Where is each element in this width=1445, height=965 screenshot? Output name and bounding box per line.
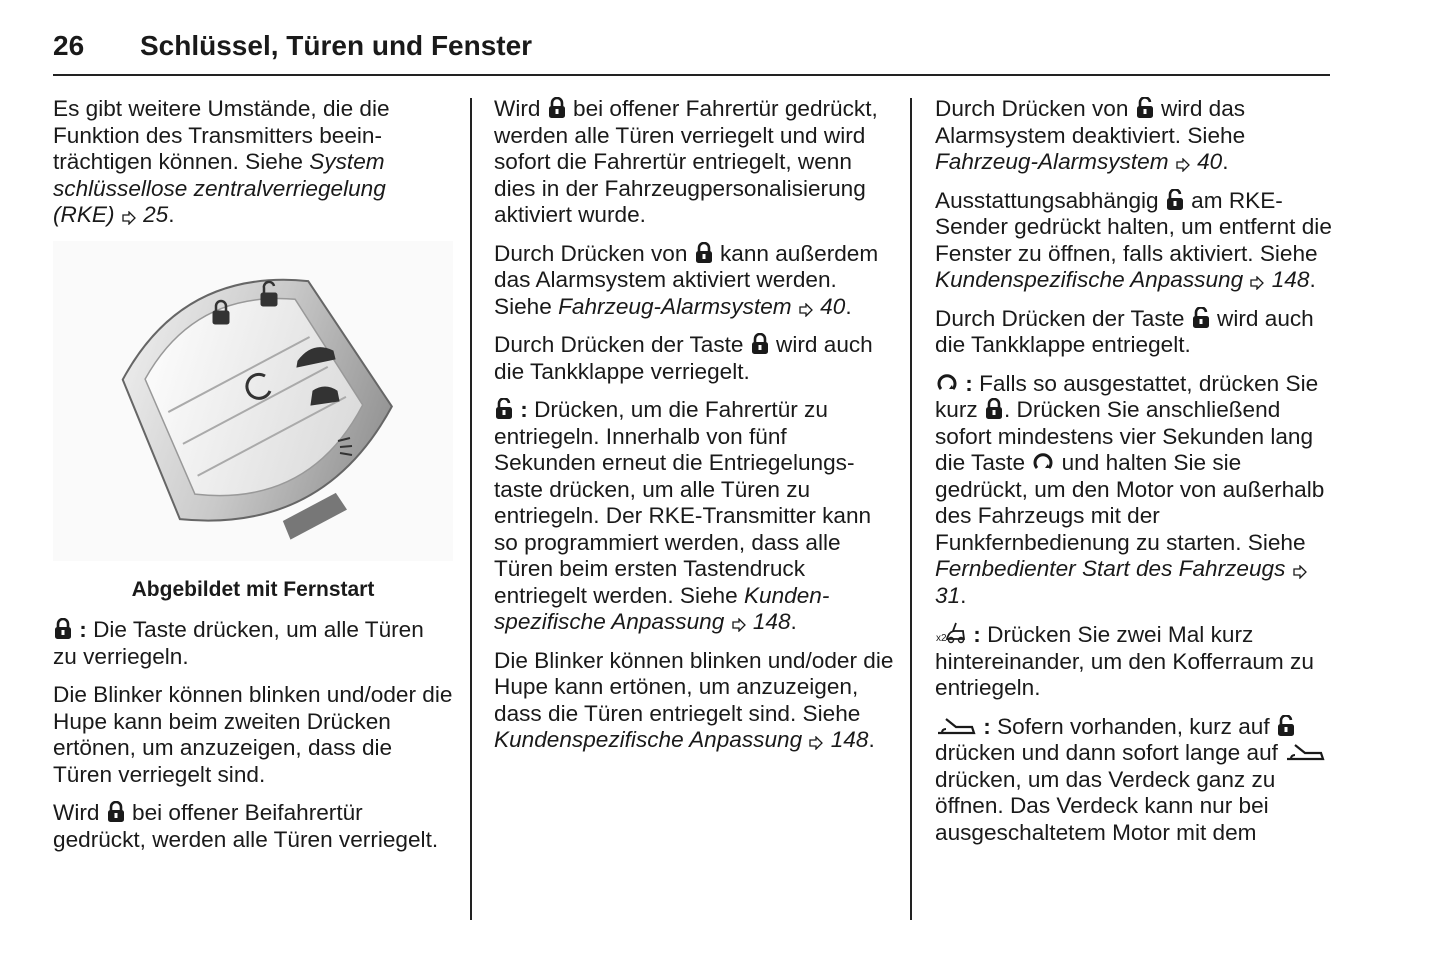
paragraph: Ausstattungsabhängig am RKE-Sender gedrückt halten, um entfernt die Fenster zu öffnen, falls aktiviert. Siehe Kundenspezifische Anpassung 148. xyxy=(935,187,1332,292)
paragraph: Durch Drücken von kann außerdem das Alarmsystem aktiviert werden. Siehe Fahrzeug-Alarmsystem 40. xyxy=(494,240,879,319)
convertible-top-icon xyxy=(1285,741,1325,763)
cross-reference[interactable]: Fahrzeug-Alarmsystem 40 xyxy=(558,293,846,319)
remote-start-icon xyxy=(1032,451,1054,473)
paragraph: Die Blinker können blinken und/oder die Hupe kann ertönen, um anzuzeigen, dass die Türen entriegelt sind. Siehe Kundenspezifische Anpassung 148. xyxy=(494,647,894,752)
cross-reference[interactable]: Kundenspezifische Anpassung 148 xyxy=(935,267,1310,292)
chapter-title: Schlüssel, Türen und Fenster xyxy=(140,30,533,61)
page-ref-arrow-icon xyxy=(1250,276,1264,290)
paragraph: Es gibt weitere Umstände, die die Funktion des Transmitters beeinträchtigen können. Siehe System schlüssellose zentralverriegelung (RKE) 25. xyxy=(53,96,390,227)
trunk-release-description: x2 : Drücken Sie zwei Mal kurz hintereinander, um den Kofferraum zu entriegeln. xyxy=(935,622,1314,700)
column-3 xyxy=(935,96,1335,858)
paragraph: Wird bei offener Fahrertür gedrückt, werden alle Türen verriegelt und wird sofort die Fahrertür entriegelt, wenn dies in der Fahrzeugpersonalisierung aktiviert wurde. xyxy=(494,96,878,227)
column-1 xyxy=(53,96,453,865)
page-ref-arrow-icon xyxy=(1176,158,1190,172)
remote-start-description: : Falls so ausgestattet, drücken Sie kurz . Drücken Sie anschließend sofort mindestens vier Sekunden lang die Taste und halten Sie sie gedrückt, um den Motor von außerhalb des Fahrzeugs mit der Funkfernbedienung zu starten. Siehe Fernbedienter Start des Fahrzeugs 31. xyxy=(935,370,1325,608)
paragraph: Durch Drücken von wird das Alarmsystem deaktiviert. Siehe Fahrzeug-Alarmsystem 40. xyxy=(935,96,1246,174)
paragraph: Wird bei offener Beifahrertür gedrückt, werden alle Türen verriegelt. xyxy=(53,800,439,852)
convertible-top-description: : Sofern vorhanden, kurz auf drücken und dann sofort lange auf drücken, um das Verdeck ganz zu öffnen. Das Verdeck kann nur bei ausgeschaltetem Motor mit dem xyxy=(935,714,1335,847)
paragraph: Durch Drücken der Taste wird auch die Tankklappe entriegelt. xyxy=(935,305,1314,357)
remote-start-icon xyxy=(936,372,958,394)
unlock-icon xyxy=(1136,97,1154,119)
cross-reference[interactable]: Kundenspezifische Anpassung 148 xyxy=(494,727,869,752)
cross-reference[interactable]: Fernbedienter Start des Fahrzeugs 31 xyxy=(935,556,1308,608)
figure-caption: Abgebildet mit Fernstart xyxy=(131,577,375,601)
cross-reference[interactable]: Kundenspezifische Anpassung 148 xyxy=(494,582,830,634)
paragraph: Durch Drücken der Taste wird auch die Tankklappe verriegelt. xyxy=(494,332,873,384)
unlock-icon xyxy=(1192,307,1210,329)
key-fob-illustration xyxy=(53,241,453,571)
lock-icon xyxy=(695,242,713,264)
unlock-button-description: : Drücken, um die Fahrertür zu entriegeln. Innerhalb von fünf Sekunden erneut die Entriegelungstaste drücken, um alle Türen zu entriegeln. Der RKE-Transmitter kann so programmiert werden, dass alle Türen beim ersten Tastendruck entriegelt werden. Siehe Kundenspezifische Anpassung 148. xyxy=(494,397,872,634)
page-header xyxy=(53,28,1330,76)
column-2 xyxy=(494,96,894,766)
column-divider-2 xyxy=(910,98,912,920)
unlock-icon xyxy=(1277,715,1295,737)
column-divider-1 xyxy=(470,98,472,920)
paragraph: Die Blinker können blinken und/oder die Hupe kann beim zweiten Drücken ertönen, um anzuzeigen, dass die Türen verriegelt sind. xyxy=(53,682,453,787)
lock-icon xyxy=(54,618,72,640)
page-ref-arrow-icon xyxy=(1293,565,1307,579)
page-ref-arrow-icon xyxy=(809,736,823,750)
lock-icon xyxy=(548,97,566,119)
lock-icon xyxy=(107,801,125,823)
lock-button-description: : Die Taste drücken, um alle Türen zu verriegeln. xyxy=(53,617,424,669)
svg-text:x2: x2 xyxy=(936,633,947,644)
lock-icon xyxy=(985,398,1003,420)
lock-icon xyxy=(751,333,769,355)
unlock-icon xyxy=(1166,189,1184,211)
trunk-release-icon xyxy=(936,621,966,645)
convertible-top-icon xyxy=(936,715,976,737)
page-number: 26 xyxy=(53,30,85,61)
unlock-icon xyxy=(495,398,513,420)
page-ref-arrow-icon xyxy=(732,618,746,632)
page-ref-arrow-icon xyxy=(122,211,136,225)
cross-reference[interactable]: System schlüssellose zentralverriegelung (RKE) 25 xyxy=(53,149,386,227)
cross-reference[interactable]: Fahrzeug-Alarmsystem 40 xyxy=(935,149,1223,174)
page-ref-arrow-icon xyxy=(799,303,813,317)
